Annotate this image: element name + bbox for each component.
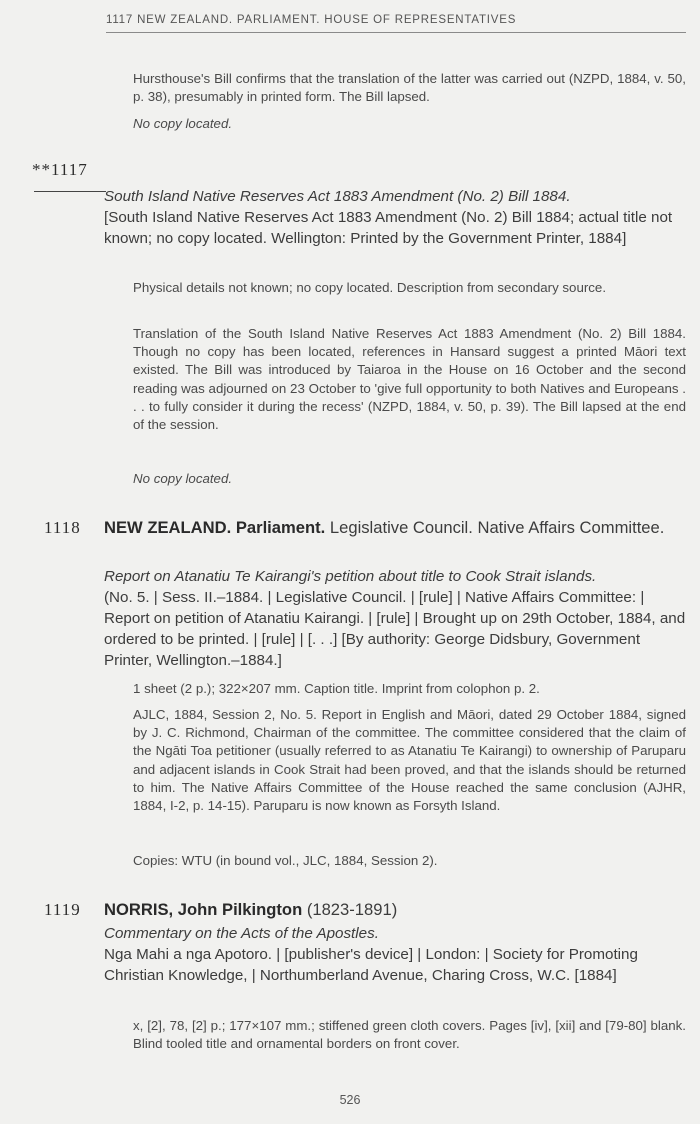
title-dash [34,191,106,192]
entry-title-1117: South Island Native Reserves Act 1883 Amendment (No. 2) Bill 1884. [104,188,571,205]
physical-details-1119: x, [2], 78, [2] p.; 177×107 mm.; stiffened green cloth covers. Pages [iv], [xii] and [79-80] blank. Blind tooled title and ornamental borders on front cover. [133,1018,686,1052]
entry-title-1118: Report on Atanatiu Te Kairangi's petition about title to Cook Strait islands. [104,568,597,585]
continued-note: Hursthouse's Bill confirms that the translation of the latter was carried out (NZPD, 1884, v. 50, p. 38), presumably in printed form. The Bill lapsed. [133,71,686,105]
running-head: 1117 NEW ZEALAND. PARLIAMENT. HOUSE OF REPRESENTATIVES [106,14,517,26]
header-rule [106,32,686,33]
entry-description-1118: (No. 5. | Sess. II.–1884. | Legislative Council. | [rule] | Native Affairs Committee: | Report on petition of Atanatiu Kairangi. | [rule] | Brought up on 29th October, 1884, and ordered to be printed. | [rule] | [. . .] [By authority: George Didsbury, Government Printer, Wellington.–1884.] [104,589,686,669]
entry-note-1118: AJLC, 1884, Session 2, No. 5. Report in English and Māori, dated 29 October 1884, signed by J. C. Richmond, Chairman of the committee. The committee considered that the claim of the Ngāti Toa petitioner (usually referred to as Atanatiu Te Kairangi) to ownership of Paruparu and adjacent islands in Cook Strait had been proved, and that the islands should be returned to him. The Native Affairs Committee of the House reached the same conclusion (AJHR, 1884, I-2, p. 14-15). Paruparu is now known as Forsyth Island. [133,707,686,814]
entry-number: **1117 [32,160,88,179]
entry-number-1117 [32,160,92,200]
heading-rest: (1823-1891) [302,900,398,919]
entry-heading-1118 [104,517,686,539]
copies-1118: Copies: WTU (in bound vol., JLC, 1884, Session 2). [133,853,438,868]
physical-details-1117: Physical details not known; no copy located. Description from secondary source. [133,280,607,295]
heading-author: NORRIS, John Pilkington [104,900,303,919]
entry-number-1118: 1118 [44,518,81,537]
heading-rest: Legislative Council. Native Affairs Committee. [325,518,665,537]
page-number: 526 [339,1093,361,1107]
entry-heading-1119 [104,899,686,921]
heading-author: NEW ZEALAND. Parliament. [104,518,326,537]
entry-note-1117: Translation of the South Island Native Reserves Act 1883 Amendment (No. 2) Bill 1884. Though no copy has been located, references in Hansard suggest a printed Māori text existed. The Bill was introduced by Taiaroa in the House on 16 October and the second reading was adjourned on 23 October to 'give full opportunity to both Natives and Europeans . . . to fully consider it during the recess' (NZPD, 1884, v. 50, p. 39). The Bill lapsed at the end of the session. [133,326,686,433]
entry-title-1119: Commentary on the Acts of the Apostles. [104,925,379,942]
entry-description-1119: Nga Mahi a nga Apotoro. | [publisher's device] | London: | Society for Promoting Christian Knowledge, | Northumberland Avenue, Charing Cross, W.C. [1884] [104,946,638,984]
physical-details-1118: 1 sheet (2 p.); 322×207 mm. Caption title. Imprint from colophon p. 2. [133,681,540,696]
no-copy-1117: No copy located. [133,471,233,486]
entry-number-1119: 1119 [44,900,81,919]
entry-description-1117: [South Island Native Reserves Act 1883 Amendment (No. 2) Bill 1884; actual title not known; no copy located. Wellington: Printed by the Government Printer, 1884] [104,209,673,247]
continued-no-copy: No copy located. [133,116,233,131]
